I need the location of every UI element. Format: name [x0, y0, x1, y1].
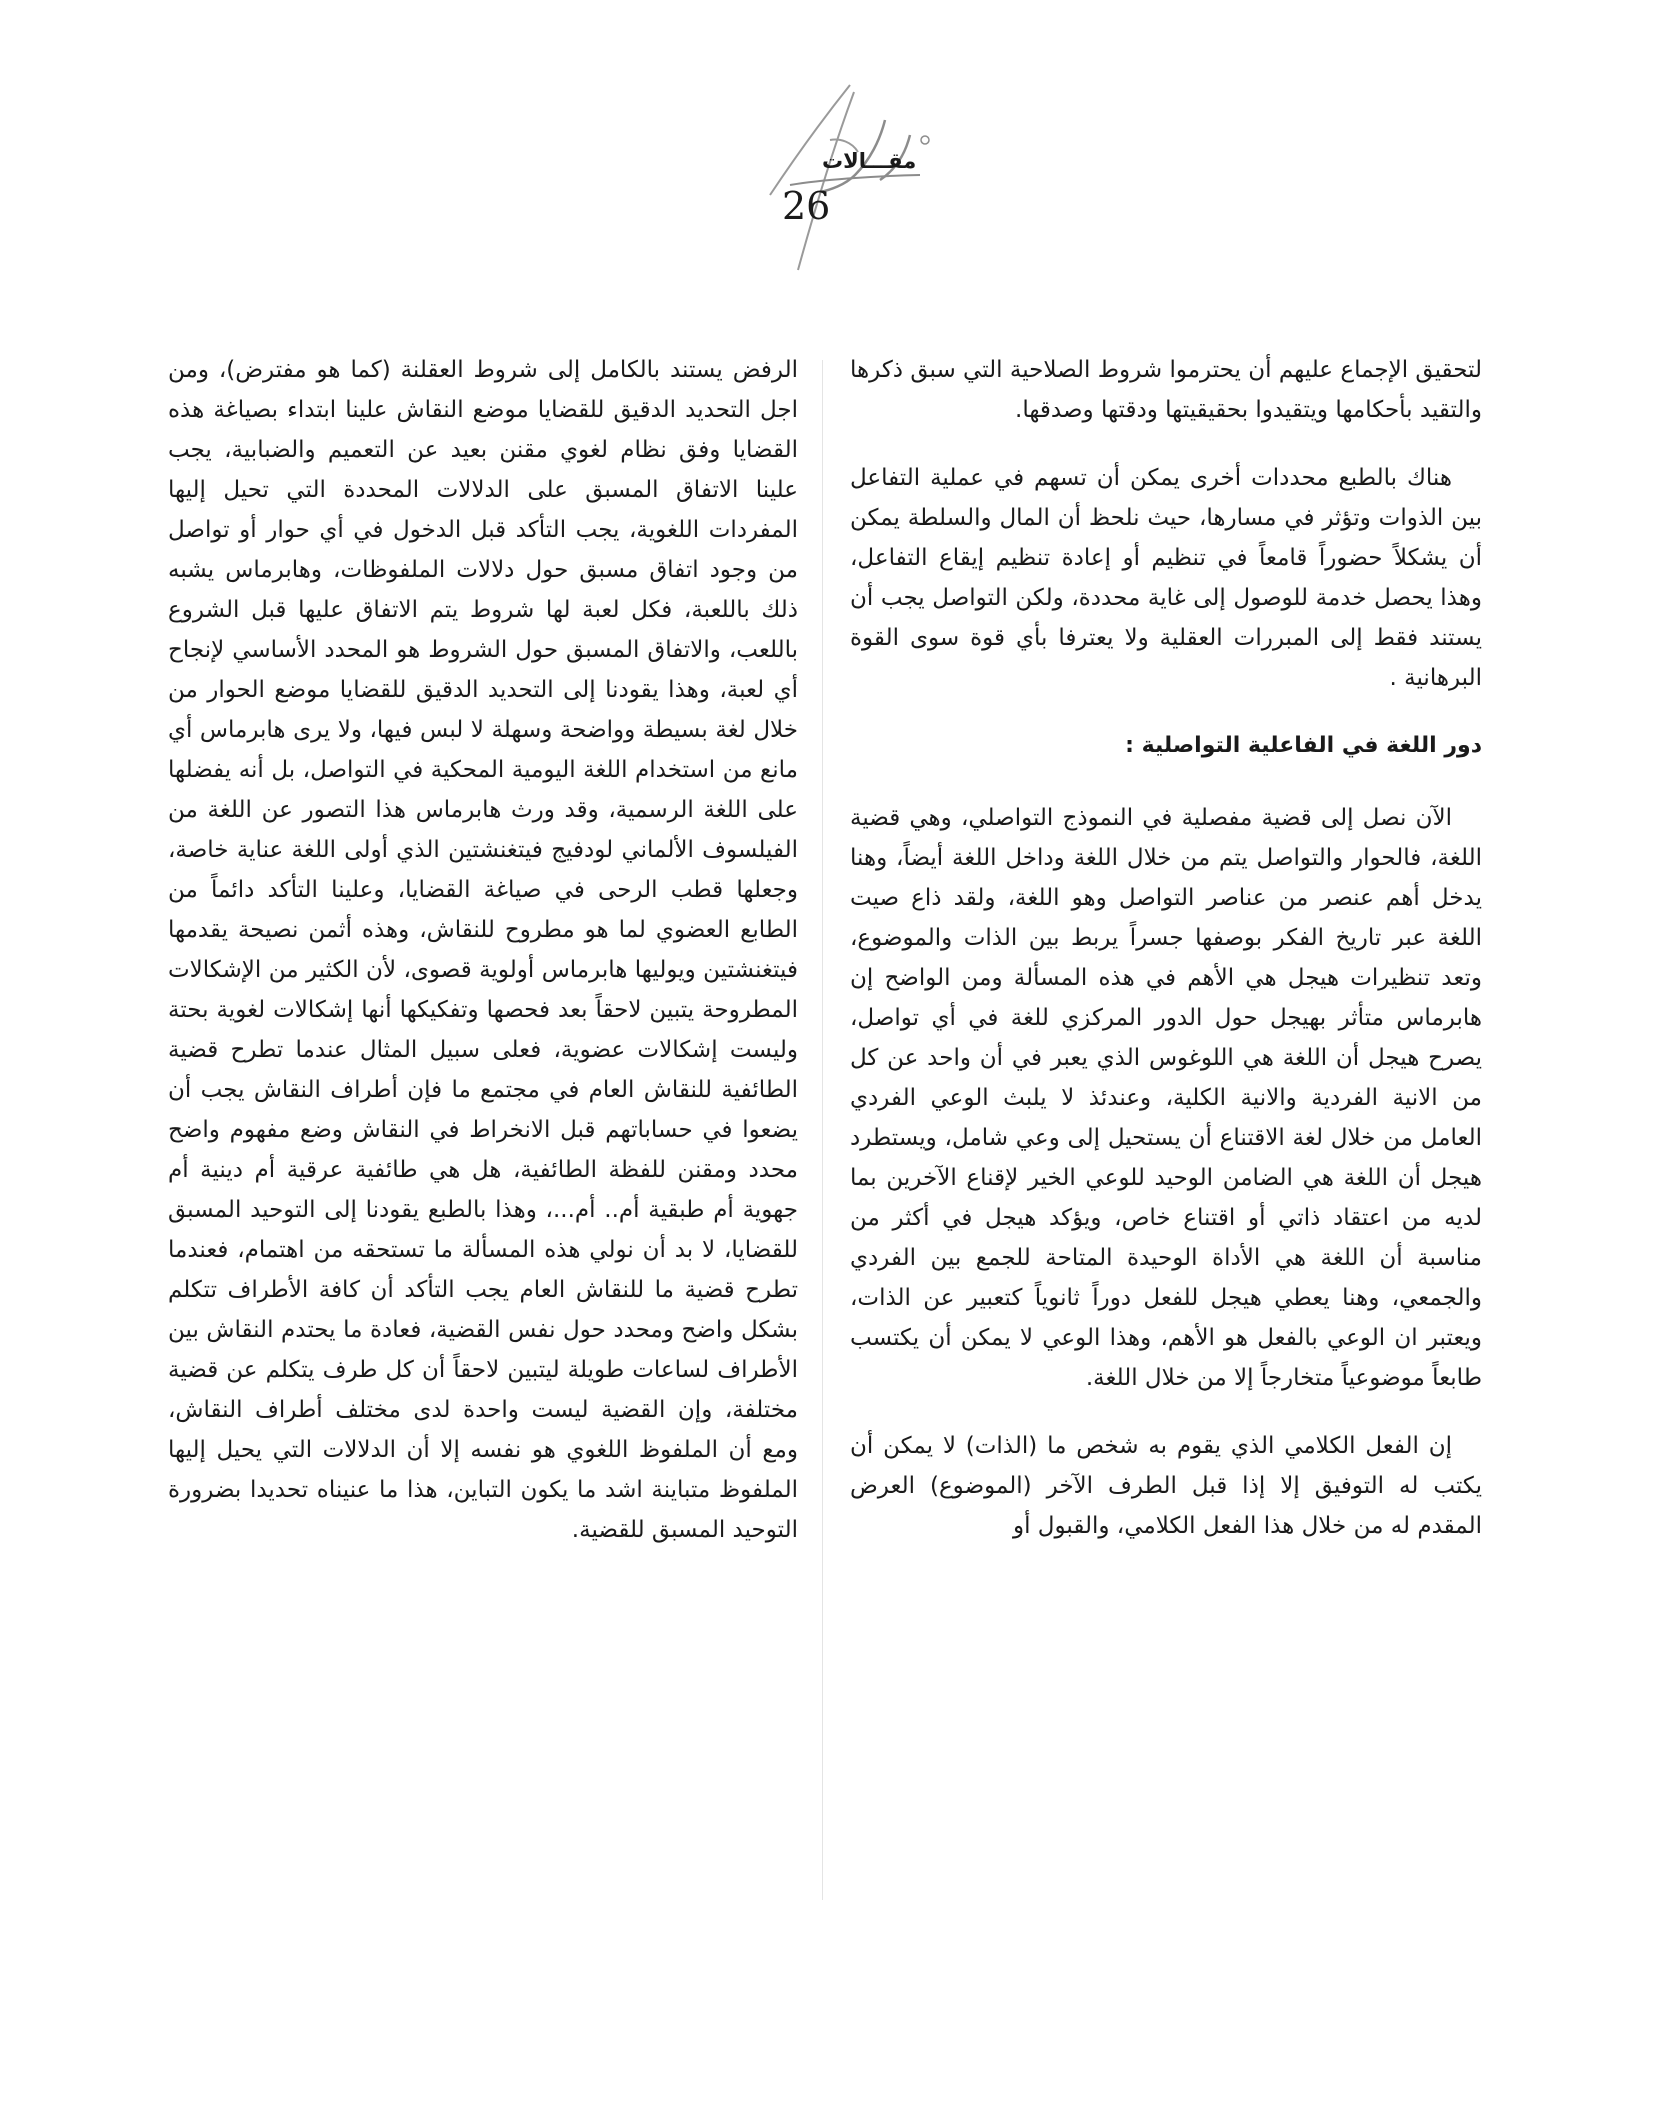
right-paragraph-2: هناك بالطبع محددات أخرى يمكن أن تسهم في عملية التفاعل بين الذوات وتؤثر في مسارها، حيث نلحظ أن المال والسلطة يمكن أن يشكلاً حضوراً قامعاً في تنظيم أو إعادة تنظيم إيقاع التفاعل، وهذا يحصل خدمة للوصول إلى غاية محددة، ولكن التواصل يجب أن يستند فقط إلى المبررات العقلية ولا يعترفا بأي قوة سوى القوة البرهانية . — [850, 465, 1482, 691]
magazine-logo-icon — [680, 80, 980, 280]
section-label: مقـــالات — [822, 149, 917, 173]
right-paragraph-3: الآن نصل إلى قضية مفصلية في النموذج التواصلي، وهي قضية اللغة، فالحوار والتواصل يتم من خلال اللغة وداخل اللغة أيضاً، وهنا يدخل أهم عنصر من عناصر التواصل وهو اللغة، ولقد ذاع صيت اللغة عبر تاريخ الفكر بوصفها جسراً يربط بين الذات والموضوع، وتعد تنظيرات هيجل هي الأهم في هذه المسألة ومن الواضح إن هابرماس متأثر بهيجل حول الدور المركزي للغة في أي تواصل، يصرح هيجل أن اللغة هي اللوغوس الذي يعبر في أن واحد عن كل من الانية الفردية والانية الكلية، وعندئذ لا يلبث الوعي الفردي العامل من خلال لغة الاقتناع أن يستحيل إلى وعي شامل، ويستطرد هيجل أن اللغة هي الضامن الوحيد للوعي الخير لإقناع الآخرين بما لديه من اعتقاد ذاتي أو اقتناع خاص، ويؤكد هيجل في أكثر من مناسبة أن اللغة هي الأداة الوحيدة المتاحة للجمع بين الفردي والجمعي، وهنا يعطي هيجل للفعل دوراً ثانوياً كتعبير عن الذات، ويعتبر ان الوعي بالفعل هو الأهم، وهذا الوعي لا يمكن أن يكتسب طابعاً موضوعياً متخارجاً إلا من خلال اللغة. — [850, 805, 1482, 1391]
right-paragraph-4: إن الفعل الكلامي الذي يقوم به شخص ما (الذات) لا يمكن أن يكتب له التوفيق إلا إذا قبل الطرف الآخر (الموضوع) العرض المقدم له من خلال هذا الفعل الكلامي، والقبول أو — [850, 1433, 1482, 1539]
column-divider — [822, 360, 823, 1900]
left-column — [168, 350, 798, 1578]
right-paragraph-1: لتحقيق الإجماع عليهم أن يحترموا شروط الصلاحية التي سبق ذكرها والتقيد بأحكامها ويتقيدوا بحقيقيتها ودقتها وصدقها. — [850, 357, 1482, 423]
left-paragraph-1: الرفض يستند بالكامل إلى شروط العقلنة (كما هو مفترض)، ومن اجل التحديد الدقيق للقضايا موضع النقاش علينا ابتداء بصياغة هذه القضايا وفق نظام لغوي مقنن بعيد عن التعميم والضبابية، يجب علينا الاتفاق المسبق على الدلالات المحددة التي تحيل إليها المفردات اللغوية، يجب التأكد قبل الدخول في أي حوار أو تواصل من وجود اتفاق مسبق حول دلالات الملفوظات، وهابرماس يشبه ذلك باللعبة، فكل لعبة لها شروط يتم الاتفاق عليها قبل الشروع باللعب، والاتفاق المسبق حول الشروط هو المحدد الأساسي لإنجاح أي لعبة، وهذا يقودنا إلى التحديد الدقيق للقضايا موضع الحوار من خلال لغة بسيطة وواضحة وسهلة لا لبس فيها، ولا يرى هابرماس أي مانع من استخدام اللغة اليومية المحكية في التواصل، بل أنه يفضلها على اللغة الرسمية، وقد ورث هابرماس هذا التصور عن اللغة من الفيلسوف الألماني لودفيج فيتغنشتين الذي أولى اللغة عناية خاصة، وجعلها قطب الرحى في صياغة القضايا، وعلينا التأكد دائماً من الطابع العضوي لما هو مطروح للنقاش، وهذه أثمن نصيحة يقدمها فيتغنشتين ويوليها هابرماس أولوية قصوى، لأن الكثير من الإشكالات المطروحة يتبين لاحقاً بعد فحصها وتفكيكها أنها إشكالات لغوية بحتة وليست إشكالات عضوية، فعلى سبيل المثال عندما تطرح قضية الطائفية للنقاش العام في مجتمع ما فإن أطراف النقاش يجب أن يضعوا في حساباتهم قبل الانخراط في النقاش وضع مفهوم واضح محدد ومقنن للفظة الطائفية، هل هي طائفية عرقية أم دينية أم جهوية أم طبقية أم.. أم...، وهذا بالطبع يقودنا إلى التوحيد المسبق للقضايا، لا بد أن نولي هذه المسألة ما تستحقه من اهتمام، فعندما تطرح قضية ما للنقاش العام يجب التأكد أن كافة الأطراف تتكلم بشكل واضح ومحدد حول نفس القضية، فعادة ما يحتدم النقاش بين الأطراف لساعات طويلة ليتبين لاحقاً أن كل طرف يتكلم عن قضية مختلفة، وإن القضية ليست واحدة لدى مختلف أطراف النقاش، ومع أن الملفوظ اللغوي هو نفسه إلا أن الدلالات التي يحيل إليها الملفوظ متباينة اشد ما يكون التباين، هذا ما عنيناه تحديدا بضرورة التوحيد المسبق للقضية. — [168, 357, 798, 1543]
right-column — [850, 350, 1482, 1574]
page-header — [680, 80, 980, 280]
section-heading: دور اللغة في الفاعلية التواصلية : — [1125, 733, 1482, 758]
page-number: 26 — [782, 184, 831, 228]
